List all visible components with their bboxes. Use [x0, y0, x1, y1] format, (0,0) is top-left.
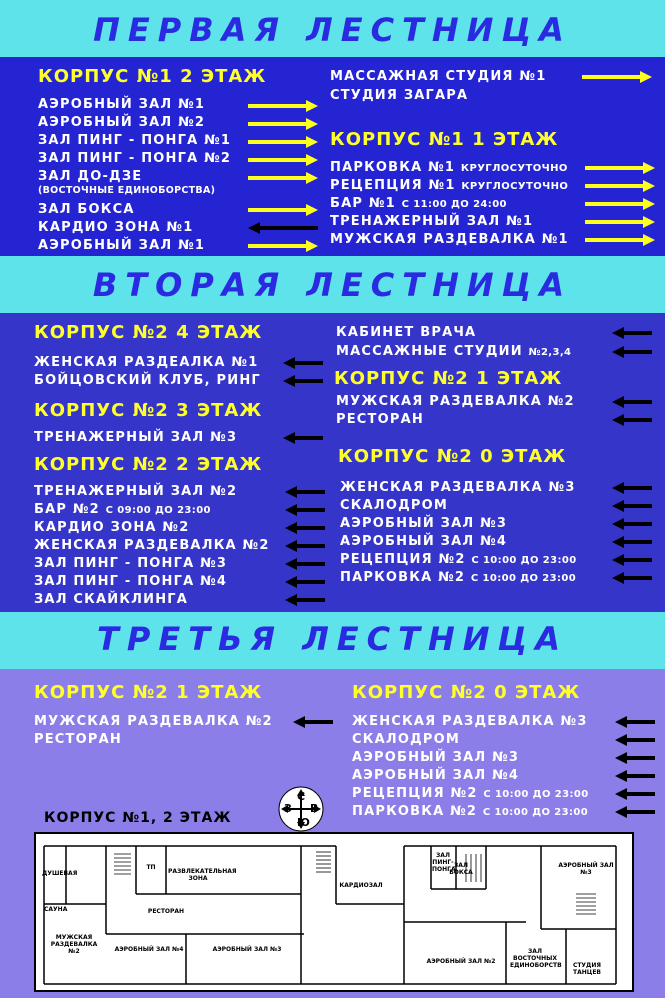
stairs2-heading-1floor: КОРПУС №2 1 ЭТАЖ: [334, 368, 563, 389]
list-item: МУЖСКАЯ РАЗДЕВАЛКА №2: [34, 714, 273, 729]
stairs2-heading-3floor: КОРПУС №2 3 ЭТАЖ: [34, 400, 263, 421]
arrow-left-icon: [285, 593, 325, 607]
arrow-left-icon: [612, 535, 652, 549]
compass-west: З: [284, 802, 292, 815]
list-item: ЗАЛ ПИНГ - ПОНГА №3: [34, 556, 228, 571]
list-item: РЕСТОРАН: [336, 412, 424, 427]
arrow-left-icon: [293, 715, 333, 729]
room-label: КАРДИОЗАЛ: [339, 882, 383, 889]
arrow-left-icon: [285, 575, 325, 589]
list-item: ЖЕНСКАЯ РАЗДЕВАЛКА №2: [34, 538, 270, 553]
list-item: АЭРОБНЫЙ ЗАЛ №3: [352, 750, 520, 765]
list-item: ЗАЛ СКАЙКЛИНГА: [34, 592, 189, 607]
compass-south: Ю: [297, 816, 310, 829]
list-item: БОЙЦОВСКИЙ КЛУБ, РИНГ: [34, 373, 261, 388]
arrow-left-icon: [248, 221, 318, 235]
list-item: ПАРКОВКА №2 С 10:00 ДО 23:00: [340, 570, 577, 585]
arrow-left-icon: [615, 805, 655, 819]
stairs3-right-heading: КОРПУС №2 0 ЭТАЖ: [352, 682, 581, 703]
arrow-left-icon: [612, 326, 652, 340]
arrow-left-icon: [612, 553, 652, 567]
arrow-left-icon: [612, 481, 652, 495]
list-item: БАР №1 С 11:00 ДО 24:00: [330, 196, 507, 211]
stairs2-heading-2floor: КОРПУС №2 2 ЭТАЖ: [34, 454, 263, 475]
arrow-left-icon: [283, 431, 323, 445]
stairs2-panel: [0, 313, 665, 612]
arrow-left-icon: [615, 733, 655, 747]
list-item: СТУДИЯ ЗАГАРА: [330, 88, 469, 103]
arrow-left-icon: [612, 517, 652, 531]
list-item: АЭРОБНЫЙ ЗАЛ №4: [340, 534, 508, 549]
floorplan: [34, 832, 634, 992]
room-label: СТУДИЯ ТАНЦЕВ: [572, 962, 602, 976]
arrow-right-icon: [248, 135, 318, 149]
list-item: ЗАЛ БОКСА: [38, 202, 135, 217]
list-item: ЗАЛ ПИНГ - ПОНГА №1: [38, 133, 232, 148]
list-item: ТРЕНАЖЕРНЫЙ ЗАЛ №1: [330, 214, 534, 229]
room-label: САУНА: [44, 906, 68, 913]
list-item: ЗАЛ ДО-ДЗЕ: [38, 169, 143, 184]
list-item: ПАРКОВКА №1 КРУГЛОСУТОЧНО: [330, 160, 568, 175]
arrow-right-icon: [248, 117, 318, 131]
room-label: АЭРОБНЫЙ ЗАЛ №2: [426, 958, 496, 965]
list-item: СКАЛОДРОМ: [340, 498, 448, 513]
list-item: ПАРКОВКА №2 С 10:00 ДО 23:00: [352, 804, 589, 819]
arrow-left-icon: [283, 374, 323, 388]
list-item: БАР №2 С 09:00 ДО 23:00: [34, 502, 211, 517]
stairs3-left-heading: КОРПУС №2 1 ЭТАЖ: [34, 682, 263, 703]
list-item: РЕСТОРАН: [34, 732, 122, 747]
arrow-right-icon: [248, 153, 318, 167]
list-item: КАБИНЕТ ВРАЧА: [336, 325, 477, 340]
arrow-right-icon: [585, 215, 655, 229]
arrow-left-icon: [615, 769, 655, 783]
list-item: КАРДИО ЗОНА №1: [38, 220, 194, 235]
room-label: ТП: [146, 864, 156, 871]
arrow-left-icon: [615, 751, 655, 765]
room-label: АЭРОБНЫЙ ЗАЛ №4: [114, 946, 184, 953]
room-label: РАЗВЛЕКАТЕЛЬНАЯ ЗОНА: [168, 868, 237, 882]
arrow-left-icon: [283, 356, 323, 370]
list-item: МАССАЖНАЯ СТУДИЯ №1: [330, 69, 547, 84]
list-item: МАССАЖНЫЕ СТУДИИ №2,3,4: [336, 344, 572, 359]
arrow-left-icon: [612, 395, 652, 409]
room-label: ЗАЛ БОКСА: [449, 862, 473, 876]
arrow-left-icon: [285, 557, 325, 571]
arrow-left-icon: [612, 571, 652, 585]
room-label: ЗАЛ ПИНГ-ПОНГА: [432, 852, 456, 873]
room-label: РЕСТОРАН: [147, 908, 185, 915]
arrow-right-icon: [248, 239, 318, 253]
floorplan-title: КОРПУС №1, 2 ЭТАЖ: [44, 810, 232, 826]
list-item: ЖЕНСКАЯ РАЗДЕВАЛКА №3: [340, 480, 576, 495]
arrow-left-icon: [285, 521, 325, 535]
list-item: АЭРОБНЫЙ ЗАЛ №3: [340, 516, 508, 531]
list-item: РЕЦЕПЦИЯ №2 С 10:00 ДО 23:00: [352, 786, 589, 801]
list-item: МУЖСКАЯ РАЗДЕВАЛКА №1: [330, 232, 569, 247]
arrow-right-icon: [248, 99, 318, 113]
list-item: ЖЕНСКАЯ РАЗДЕАЛКА №1: [34, 355, 259, 370]
list-item: ЖЕНСКАЯ РАЗДЕВАЛКА №3: [352, 714, 588, 729]
list-item: ТРЕНАЖЕРНЫЙ ЗАЛ №2: [34, 484, 238, 499]
list-item: СКАЛОДРОМ: [352, 732, 460, 747]
list-item: АЭРОБНЫЙ ЗАЛ №2: [38, 115, 206, 130]
arrow-right-icon: [585, 161, 655, 175]
list-item: АЭРОБНЫЙ ЗАЛ №1: [38, 238, 206, 253]
arrow-left-icon: [612, 413, 652, 427]
arrow-right-icon: [585, 179, 655, 193]
list-item-note: (ВОСТОЧНЫЕ ЕДИНОБОРСТВА): [38, 185, 216, 196]
room-label: ЗАЛ ВОСТОЧНЫХ ЕДИНОБОРСТВ: [510, 948, 562, 969]
stairs2-heading-0floor: КОРПУС №2 0 ЭТАЖ: [338, 446, 567, 467]
compass-north: С: [297, 790, 306, 803]
compass-east: В: [310, 802, 319, 815]
list-item: ЗАЛ ПИНГ - ПОНГА №4: [34, 574, 228, 589]
arrow-left-icon: [285, 539, 325, 553]
arrow-right-icon: [585, 197, 655, 211]
compass-icon: [270, 778, 332, 840]
stairs1-left-heading: КОРПУС №1 2 ЭТАЖ: [38, 66, 267, 87]
arrow-right-icon: [248, 203, 318, 217]
list-item: ТРЕНАЖЕРНЫЙ ЗАЛ №3: [34, 430, 238, 445]
list-item: АЭРОБНЫЙ ЗАЛ №1: [38, 97, 206, 112]
room-label: МУЖСКАЯ РАЗДЕВАЛКА №2: [50, 934, 98, 955]
list-item: ЗАЛ ПИНГ - ПОНГА №2: [38, 151, 232, 166]
arrow-right-icon: [582, 70, 652, 84]
arrow-left-icon: [612, 345, 652, 359]
list-item: МУЖСКАЯ РАЗДЕВАЛКА №2: [336, 394, 575, 409]
arrow-left-icon: [285, 503, 325, 517]
list-item: КАРДИО ЗОНА №2: [34, 520, 190, 535]
list-item: РЕЦЕПЦИЯ №1 КРУГЛОСУТОЧНО: [330, 178, 569, 193]
arrow-left-icon: [615, 787, 655, 801]
stairs1-panel: [0, 57, 665, 256]
room-label: ДУШЕВАЯ: [42, 870, 78, 877]
stairs3-title: ТРЕТЬЯ ЛЕСТНИЦА: [0, 612, 665, 669]
room-label: АЭРОБНЫЙ ЗАЛ №3: [212, 946, 282, 953]
room-label: АЭРОБНЫЙ ЗАЛ №3: [558, 862, 614, 876]
arrow-left-icon: [615, 715, 655, 729]
stairs2-heading-4floor: КОРПУС №2 4 ЭТАЖ: [34, 322, 263, 343]
stairs2-title: ВТОРАЯ ЛЕСТНИЦА: [0, 256, 665, 313]
arrow-right-icon: [585, 233, 655, 247]
arrow-left-icon: [285, 485, 325, 499]
list-item: АЭРОБНЫЙ ЗАЛ №4: [352, 768, 520, 783]
arrow-right-icon: [248, 171, 318, 185]
stairs1-title: ПЕРВАЯ ЛЕСТНИЦА: [0, 0, 665, 57]
stairs1-right-heading: КОРПУС №1 1 ЭТАЖ: [330, 129, 559, 150]
arrow-left-icon: [612, 499, 652, 513]
list-item: РЕЦЕПЦИЯ №2 С 10:00 ДО 23:00: [340, 552, 577, 567]
